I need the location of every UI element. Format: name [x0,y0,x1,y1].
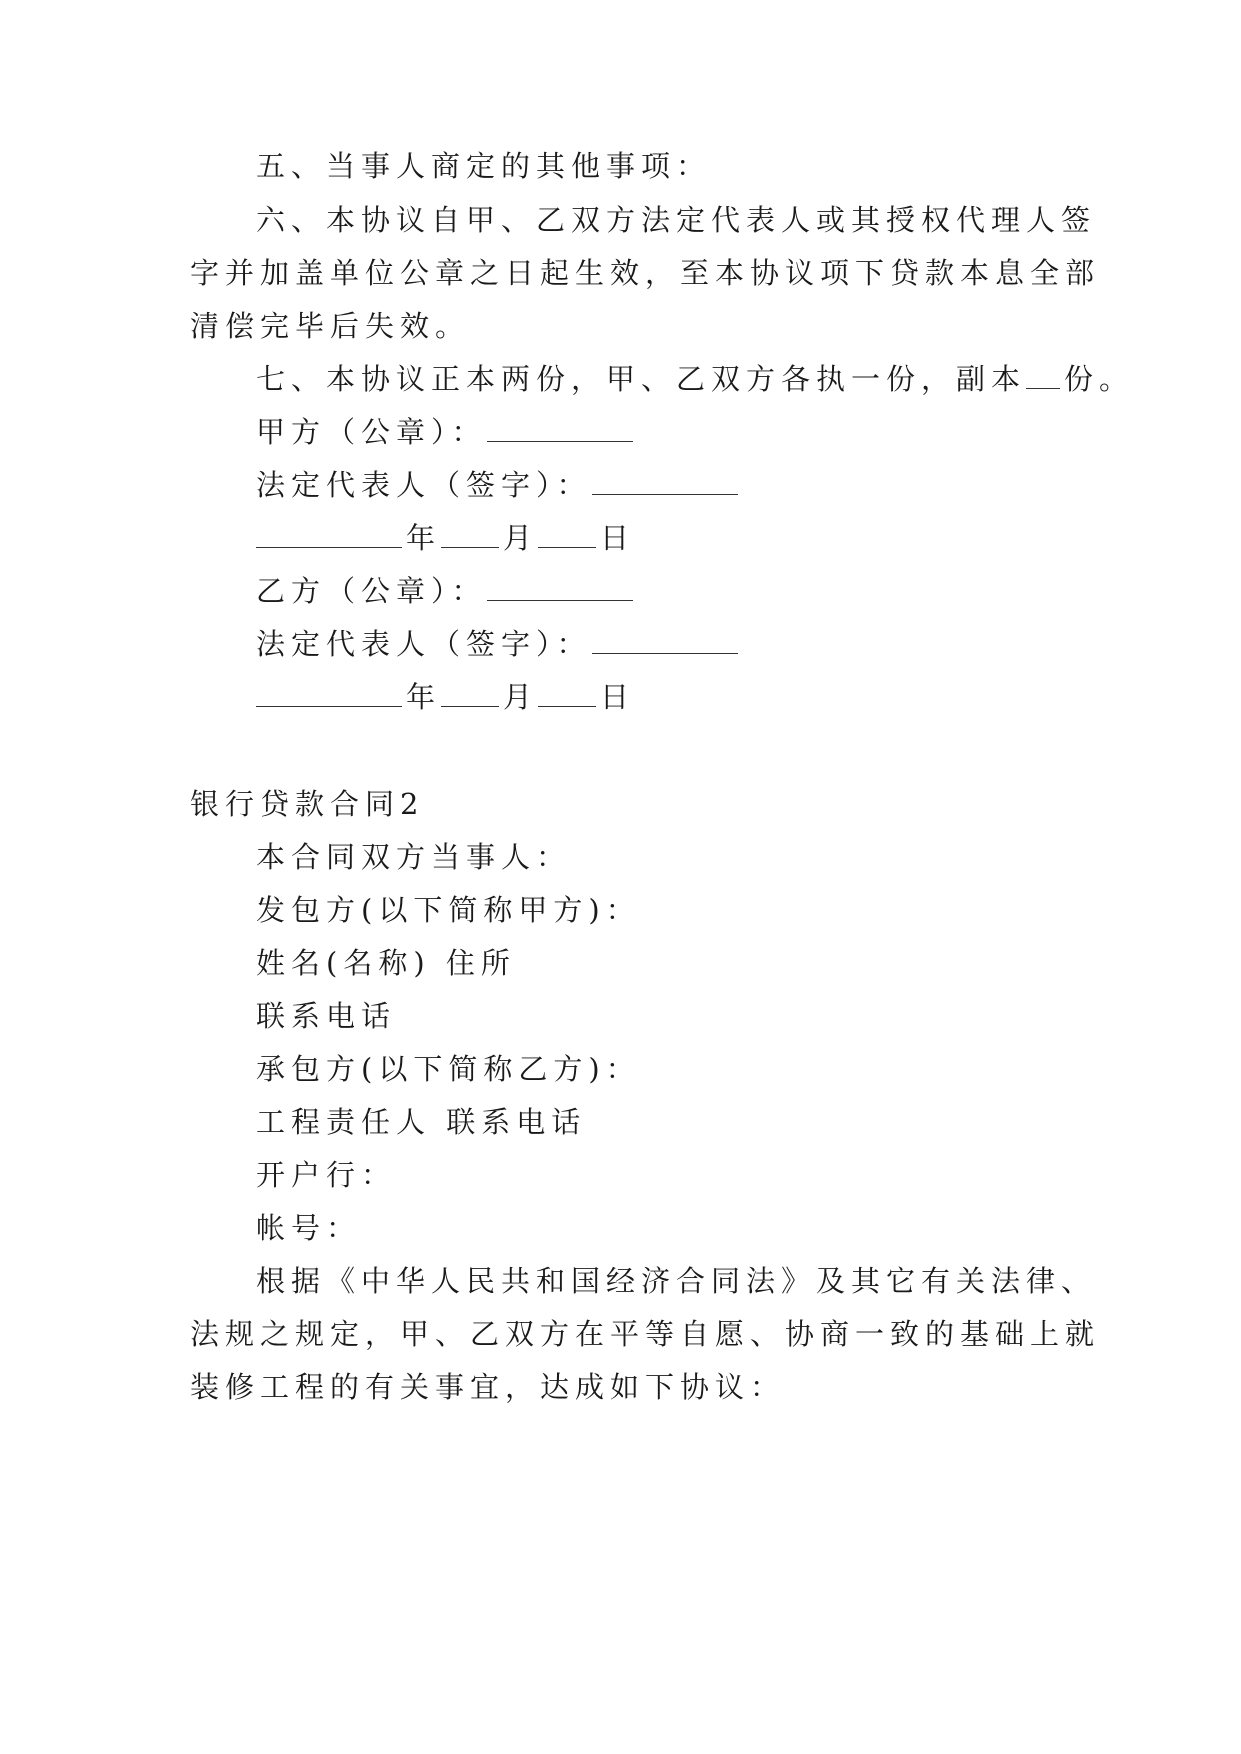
day-label: 日 [600,521,636,555]
year-label: 年 [406,680,442,714]
year-blank [256,519,402,548]
parties-heading: 本合同双方当事人： [256,840,572,874]
clause-7-text: 七、本协议正本两份，甲、乙双方各执一份，副本 [256,362,1027,396]
party-b-seal [256,571,637,611]
clause-5: 五、当事人商定的其他事项： [256,149,712,183]
clause-7 [256,359,1134,399]
account-label: 帐号： [256,1211,362,1245]
copies-blank [1026,360,1060,389]
party-a-seal-blank [487,413,633,442]
employer-label: 发包方(以下简称甲方)： [256,893,641,927]
month-blank [441,519,499,548]
month-label: 月 [503,680,539,714]
clause-7-suffix: 份。 [1064,362,1135,396]
basis-line-3: 装修工程的有关事宜，达成如下协议： [190,1370,786,1404]
party-b-representative [256,624,742,664]
party-a-seal [256,412,637,452]
party-a-rep-blank [592,466,738,495]
contract-title: 银行贷款合同2 [190,787,425,821]
party-b-rep-blank [592,625,738,654]
party-b-seal-label: 乙方（公章）： [256,574,487,608]
clause-6-line-3: 清偿完毕后失效。 [190,309,471,343]
engineer-phone-label: 工程责任人 联系电话 [256,1105,587,1139]
party-a-date [256,518,635,558]
party-a-seal-label: 甲方（公章）： [256,415,487,449]
name-address-label: 姓名(名称) 住所 [256,946,516,980]
party-b-rep-label: 法定代表人（签字）： [256,627,592,661]
day-blank [538,678,596,707]
clause-6-line-1: 六、本协议自甲、乙双方法定代表人或其授权代理人签 [256,203,1097,237]
month-label: 月 [503,521,539,555]
contractor-label: 承包方(以下简称乙方)： [256,1052,641,1086]
year-blank [256,678,402,707]
party-b-seal-blank [487,572,633,601]
party-a-rep-label: 法定代表人（签字）： [256,468,592,502]
party-a-representative [256,465,742,505]
day-blank [538,519,596,548]
phone-label: 联系电话 [256,999,397,1033]
party-b-date [256,677,635,717]
month-blank [441,678,499,707]
year-label: 年 [406,521,442,555]
bank-label: 开户行： [256,1158,397,1192]
clause-6-line-2: 字并加盖单位公章之日起生效，至本协议项下贷款本息全部 [190,256,1101,290]
day-label: 日 [600,680,636,714]
basis-line-1: 根据《中华人民共和国经济合同法》及其它有关法律、 [256,1264,1097,1298]
basis-line-2: 法规之规定，甲、乙双方在平等自愿、协商一致的基础上就 [190,1317,1101,1351]
